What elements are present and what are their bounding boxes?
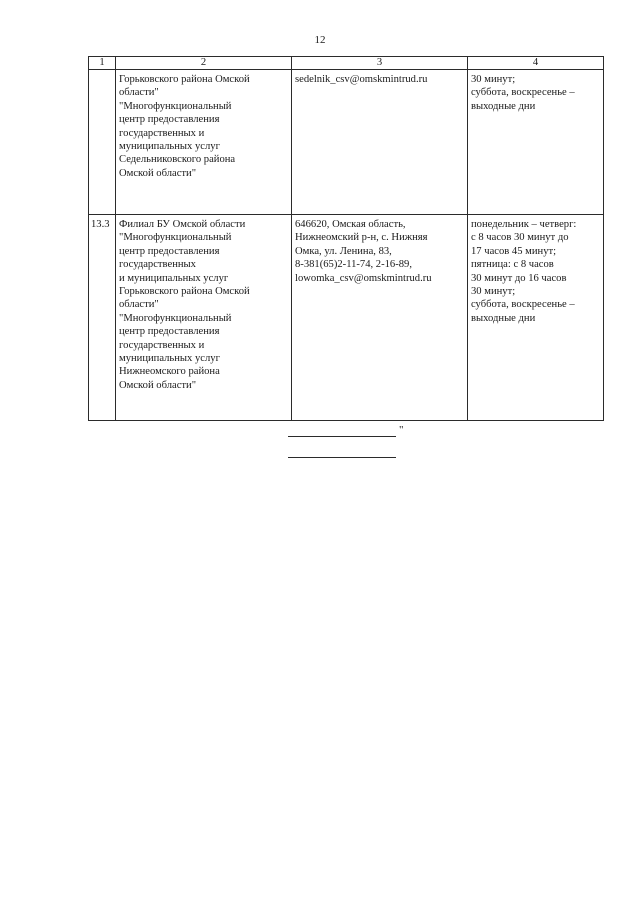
column-header-1: 1 (89, 57, 116, 70)
end-separator-line (288, 457, 396, 458)
table-row (89, 70, 604, 215)
table-row (89, 215, 604, 421)
page-number: 12 (314, 34, 326, 46)
table-header-row (89, 57, 604, 70)
contacts-cell: 646620, Омская область, Нижнеомский р-н, с. Нижняя Омка, ул. Ленина, 83, 8-381(65)2-11-74, 2-16-89, lowomka_csv@omskmintrud.ru (292, 215, 468, 421)
office-name-cell: Горьковского района Омской области" "Многофункциональный центр предоставления государственных и муниципальных услуг Седельниковского района Омской области" (116, 70, 292, 215)
office-name-cell: Филиал БУ Омской области "Многофункциональный центр предоставления государственных и муниципальных услуг Горьковского района Омской области" "Многофункциональный центр предоставления государственных и муниципальных услуг Нижнеомского района Омской области" (116, 215, 292, 421)
offices-table (88, 56, 604, 421)
column-header-3: 3 (292, 57, 468, 70)
closing-underline (288, 436, 396, 437)
column-header-4: 4 (468, 57, 604, 70)
row-number-cell: 13.3 (89, 215, 116, 421)
contacts-cell: sedelnik_csv@omskmintrud.ru (292, 70, 468, 215)
working-hours-cell: понедельник – четверг: с 8 часов 30 минут до 17 часов 45 минут; пятница: с 8 часов 30 минут до 16 часов 30 минут; суббота, воскресенье – выходные дни (468, 215, 604, 421)
row-number-cell (89, 70, 116, 215)
closing-quote-mark: " (399, 424, 404, 436)
column-header-2: 2 (116, 57, 292, 70)
working-hours-cell: 30 минут; суббота, воскресенье – выходные дни (468, 70, 604, 215)
